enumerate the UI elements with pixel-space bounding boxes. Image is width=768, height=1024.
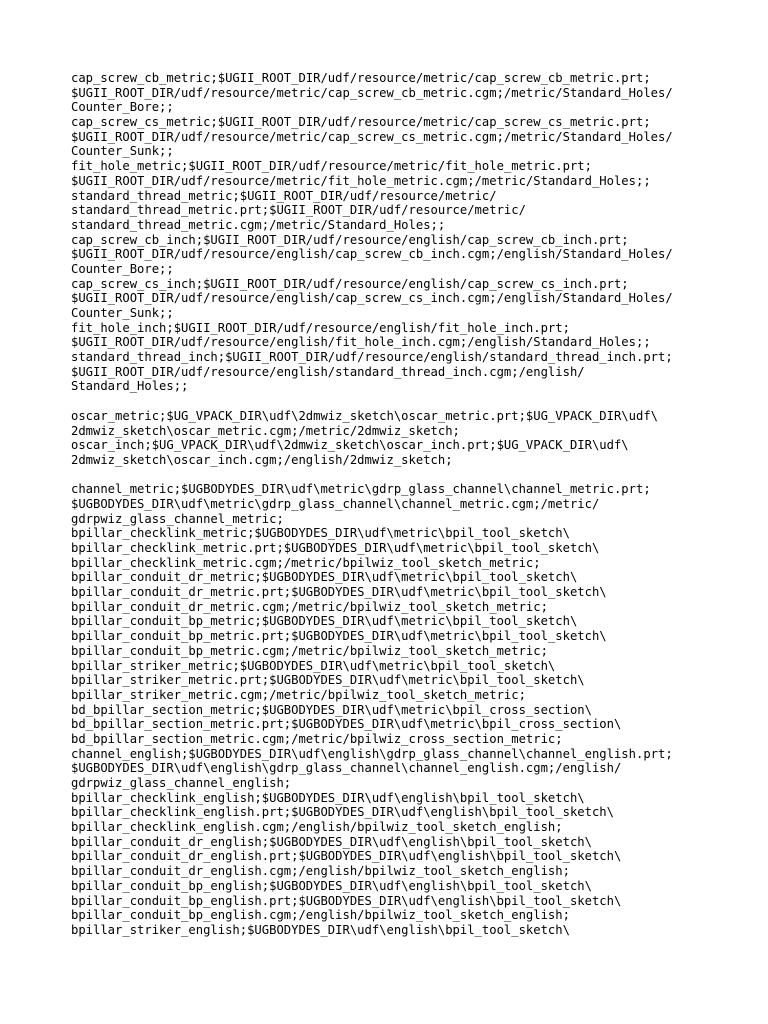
text-line: cap_screw_cb_inch;$UGII_ROOT_DIR/udf/resource/english/cap_screw_cb_inch.prt; <box>71 232 629 247</box>
text-line: bpillar_checklink_metric.prt;$UGBODYDES_DIR\udf\metric\bpil_tool_sketch\ <box>71 541 600 555</box>
text-line: standard_thread_metric.cgm;/metric/Standard_Holes;; <box>71 217 446 232</box>
text-line: bd_bpillar_section_metric.cgm;/metric/bpilwiz_cross_section_metric; <box>71 731 563 746</box>
text-line: bpillar_conduit_bp_english.prt;$UGBODYDES_DIR\udf\english\bpil_tool_sketch\ <box>71 893 622 908</box>
text-line: bpillar_striker_metric.prt;$UGBODYDES_DIR\udf\metric\bpil_tool_sketch\ <box>71 673 585 688</box>
text-line: cap_screw_cs_inch;$UGII_ROOT_DIR/udf/resource/english/cap_screw_cs_inch.prt; <box>71 276 629 291</box>
text-line: Standard_Holes;; <box>71 379 189 394</box>
text-line: bpillar_checklink_english;$UGBODYDES_DIR\udf\english\bpil_tool_sketch\ <box>71 790 585 805</box>
text-line: bpillar_conduit_bp_metric.prt;$UGBODYDES_DIR\udf\metric\bpil_tool_sketch\ <box>71 629 607 644</box>
text-line: fit_hole_inch;$UGII_ROOT_DIR/udf/resource/english/fit_hole_inch.prt; <box>71 320 570 335</box>
paragraph <box>71 482 731 937</box>
text-line: channel_metric;$UGBODYDES_DIR\udf\metric\gdrp_glass_channel\channel_metric.prt; <box>71 482 651 497</box>
text-line: Counter_Sunk;; <box>71 306 174 320</box>
text-line: $UGBODYDES_DIR\udf\metric\gdrp_glass_channel\channel_metric.cgm;/metric/ <box>71 496 600 511</box>
text-line: cap_screw_cb_metric;$UGII_ROOT_DIR/udf/resource/metric/cap_screw_cb_metric.prt; <box>71 71 651 85</box>
text-line: standard_thread_metric.prt;$UGII_ROOT_DIR/udf/resource/metric/ <box>71 203 526 218</box>
text-line: Counter_Bore;; <box>71 261 174 276</box>
text-line: Counter_Sunk;; <box>71 144 174 159</box>
paragraph-gap <box>71 468 731 483</box>
text-line: $UGII_ROOT_DIR/udf/resource/english/cap_screw_cb_inch.cgm;/english/Standard_Holes/ <box>71 247 673 262</box>
text-line: bpillar_checklink_metric;$UGBODYDES_DIR\udf\metric\bpil_tool_sketch\ <box>71 526 570 541</box>
text-line: bpillar_conduit_dr_english.cgm;/english/bpilwiz_tool_sketch_english; <box>71 864 570 879</box>
text-line: bpillar_conduit_dr_english.prt;$UGBODYDES_DIR\udf\english\bpil_tool_sketch\ <box>71 849 622 864</box>
text-line: $UGII_ROOT_DIR/udf/resource/metric/cap_screw_cb_metric.cgm;/metric/Standard_Holes/ <box>71 85 673 100</box>
text-line: bpillar_checklink_metric.cgm;/metric/bpilwiz_tool_sketch_metric; <box>71 555 541 570</box>
text-line: cap_screw_cs_metric;$UGII_ROOT_DIR/udf/resource/metric/cap_screw_cs_metric.prt; <box>71 115 651 130</box>
text-line: gdrpwiz_glass_channel_metric; <box>71 511 284 526</box>
text-line: channel_english;$UGBODYDES_DIR\udf\english\gdrp_glass_channel\channel_english.prt; <box>71 746 673 761</box>
text-line: oscar_inch;$UG_VPACK_DIR\udf\2dmwiz_sketch\oscar_inch.prt;$UG_VPACK_DIR\udf\ <box>71 438 629 453</box>
text-line: gdrpwiz_glass_channel_english; <box>71 776 292 790</box>
text-line: bpillar_checklink_english.prt;$UGBODYDES_DIR\udf\english\bpil_tool_sketch\ <box>71 805 614 820</box>
text-line: $UGII_ROOT_DIR/udf/resource/metric/fit_hole_metric.cgm;/metric/Standard_Holes;; <box>71 173 651 188</box>
text-line: $UGII_ROOT_DIR/udf/resource/metric/cap_screw_cs_metric.cgm;/metric/Standard_Holes/ <box>71 129 673 144</box>
text-line: bpillar_conduit_bp_metric;$UGBODYDES_DIR\udf\metric\bpil_tool_sketch\ <box>71 614 578 629</box>
text-line: bpillar_striker_english;$UGBODYDES_DIR\udf\english\bpil_tool_sketch\ <box>71 922 570 937</box>
text-line: oscar_metric;$UG_VPACK_DIR\udf\2dmwiz_sketch\oscar_metric.prt;$UG_VPACK_DIR\udf\ <box>71 408 658 423</box>
text-line: bpillar_striker_metric;$UGBODYDES_DIR\udf\metric\bpil_tool_sketch\ <box>71 658 556 673</box>
paragraph-gap <box>71 394 731 409</box>
text-line: standard_thread_inch;$UGII_ROOT_DIR/udf/resource/english/standard_thread_inch.prt; <box>71 350 673 365</box>
text-line: bd_bpillar_section_metric.prt;$UGBODYDES_DIR\udf\metric\bpil_cross_section\ <box>71 717 622 732</box>
text-line: $UGII_ROOT_DIR/udf/resource/english/fit_hole_inch.cgm;/english/Standard_Holes;; <box>71 335 651 350</box>
text-line: bpillar_conduit_dr_english;$UGBODYDES_DIR\udf\english\bpil_tool_sketch\ <box>71 834 592 849</box>
text-line: bpillar_conduit_bp_english;$UGBODYDES_DIR\udf\english\bpil_tool_sketch\ <box>71 878 592 893</box>
text-line: bpillar_conduit_dr_metric.cgm;/metric/bpilwiz_tool_sketch_metric; <box>71 599 548 614</box>
text-line: fit_hole_metric;$UGII_ROOT_DIR/udf/resource/metric/fit_hole_metric.prt; <box>71 159 592 174</box>
text-line: bd_bpillar_section_metric;$UGBODYDES_DIR\udf\metric\bpil_cross_section\ <box>71 702 592 717</box>
text-line: bpillar_checklink_english.cgm;/english/bpilwiz_tool_sketch_english; <box>71 820 563 835</box>
paragraph <box>71 71 731 394</box>
text-line: 2dmwiz_sketch\oscar_metric.cgm;/metric/2dmwiz_sketch; <box>71 423 460 438</box>
paragraph <box>71 409 731 468</box>
text-line: 2dmwiz_sketch\oscar_inch.cgm;/english/2dmwiz_sketch; <box>71 452 453 467</box>
text-line: Counter_Bore;; <box>71 100 174 115</box>
text-line: bpillar_conduit_bp_english.cgm;/english/bpilwiz_tool_sketch_english; <box>71 908 570 923</box>
text-line: $UGBODYDES_DIR\udf\english\gdrp_glass_channel\channel_english.cgm;/english/ <box>71 761 622 776</box>
text-line: standard_thread_metric;$UGII_ROOT_DIR/udf/resource/metric/ <box>71 188 497 203</box>
document-body <box>71 71 731 938</box>
text-line: bpillar_conduit_dr_metric;$UGBODYDES_DIR\udf\metric\bpil_tool_sketch\ <box>71 570 578 585</box>
text-line: bpillar_striker_metric.cgm;/metric/bpilwiz_tool_sketch_metric; <box>71 687 526 702</box>
text-line: $UGII_ROOT_DIR/udf/resource/english/cap_screw_cs_inch.cgm;/english/Standard_Holes/ <box>71 291 673 306</box>
text-line: $UGII_ROOT_DIR/udf/resource/english/standard_thread_inch.cgm;/english/ <box>71 364 585 379</box>
text-line: bpillar_conduit_dr_metric.prt;$UGBODYDES_DIR\udf\metric\bpil_tool_sketch\ <box>71 585 607 600</box>
text-line: bpillar_conduit_bp_metric.cgm;/metric/bpilwiz_tool_sketch_metric; <box>71 643 548 658</box>
